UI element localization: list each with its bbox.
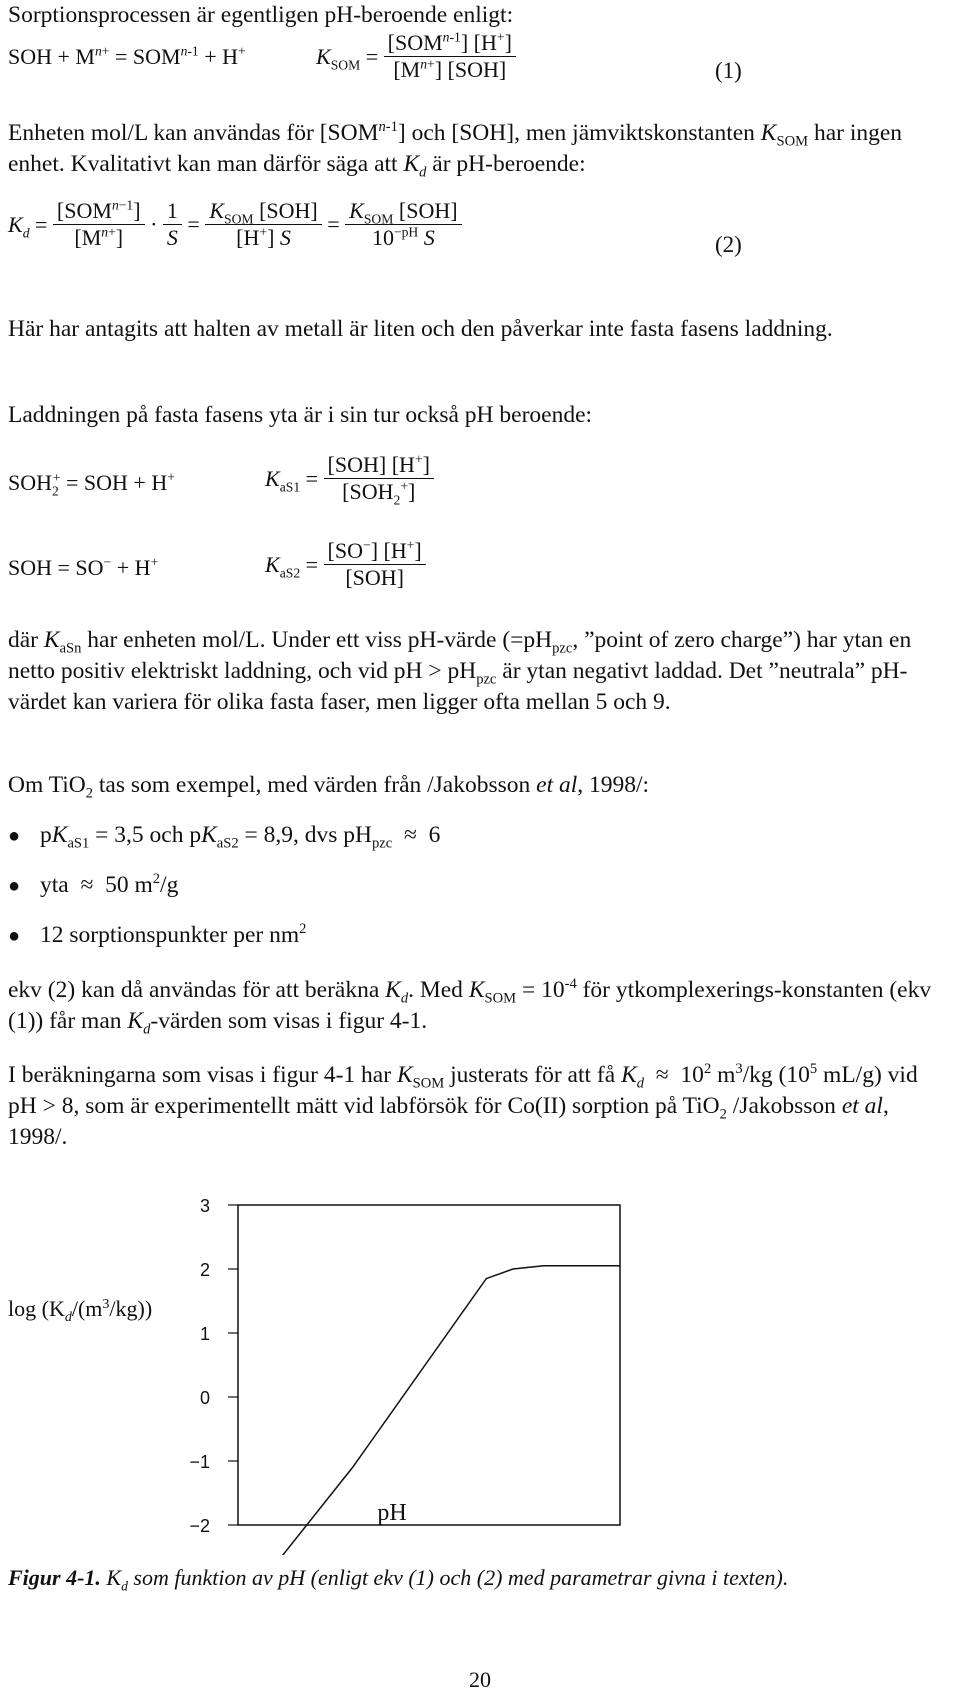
intro-text: Sorptionsprocessen är egentligen pH-beroende enligt: (8, 2, 514, 28)
equation-1-ksom: $K_{SOM}$ = $\frac{[SOM^{n-1}] [H^+]}{[M^{n+}] [SOH]}$ (316, 30, 516, 83)
paragraph-adjustment: I beräkningarna som visas i figur 4-1 har $K_{SOM}$ justerats för att få $K_d \approx 10^2$ $m^3/kg$ ($10^5$ mL/g) vid pH > 8, som är experimentellt mätt vid labförsök för Co(II) sorption på TiO$_2$ /Jakobsson et al, 1998/. (8, 1061, 918, 1150)
y-axis-label: $\log (K_d/(m^3/kg))$ (8, 1296, 153, 1325)
equation-1: SOH + $M^{n+} = SOM^{n-1} + H^+$ (8, 43, 246, 69)
equation-kas2: $K_{aS2}$ = $\frac{[SO^-] [H^+]}{\text{[SOH]}}$ (265, 538, 426, 591)
paragraph-assumption: Här har antagits att halten av metall är liten och den påverkar inte fasta fasens laddning. (8, 316, 833, 342)
equation-kas1-reaction: $SOH_2^+$ = SOH + H+ (8, 469, 175, 499)
kd-series-line (238, 1266, 620, 1555)
equation-kas1: $K_{aS1}$ = $\frac{[SOH] [H^+]}{[SOH_2^+]}$ (265, 452, 434, 505)
caption-text: $K_d$ som funktion av pH (enligt ekv (1) och (2) med parametrar givna i texten). (106, 1565, 789, 1594)
paragraph-ksom-value: ekv (2) kan då användas för att beräkna $K_d$. Med $K_{SOM} = 10^{-4}$ för ytkomplexerings-konstanten (ekv (1)) får man $K_d$-värden som visas i figur 4-1. (8, 976, 932, 1038)
bullet-sites: 12 sorptionspunkter per $nm^2$ (40, 921, 307, 948)
caption-label: Figur 4-1. (8, 1565, 101, 1590)
plot-frame (238, 1205, 620, 1525)
paragraph-surface-charge: Laddningen på fasta fasens yta är i sin tur också pH beroende: (8, 402, 593, 428)
equation-1-number: (1) (715, 58, 742, 83)
bullet-area: yta ≈ 50 $m^2/g$ (40, 871, 179, 898)
y-tick-label: −2 (189, 1516, 210, 1536)
y-tick-label: 2 (199, 1260, 210, 1280)
equation-kas2-reaction: SOH = SO− + H+ (8, 554, 159, 580)
y-tick-label: 1 (199, 1324, 210, 1344)
paragraph-pzc: där $K_{aSn}$ har enheten mol/L. Under ett viss pH-värde ($=pH_{pzc}$, ”point of zero charge”) har ytan en netto positiv elektriskt laddning, och vid pH > $pH_{pzc}$ är ytan negativt laddad. Det ”neutrala” pH-värdet kan variera för olika fasta faser, men ligger ofta mellan 5 och 9. (8, 627, 912, 715)
paragraph-ksom-unit: Enheten mol/L kan användas för [SOM$^{n-1}$] och [SOH], men jämviktskonstanten $K_{SOM}$ har ingen enhet. Kvalitativt kan man därför säga att $K_d$ är pH-beroende: (8, 119, 903, 181)
figure-caption (8, 1565, 789, 1594)
bullet-icon: ● (8, 925, 21, 947)
kd-vs-ph-chart (0, 1185, 960, 1555)
y-tick-label: 0 (199, 1388, 210, 1408)
bullet-icon: ● (8, 825, 21, 847)
paragraph-tio2-example: Om TiO$_2$ tas som exempel, med värden från /Jakobsson et al, 1998/: (8, 772, 650, 802)
y-tick-label: 3 (199, 1196, 210, 1216)
bullet-pka: $pK_{aS1} = 3,5$ och $pK_{aS2} = 8,9$, dvs $pH_{pzc} \approx 6$ (40, 822, 441, 852)
y-tick-label: −1 (189, 1452, 210, 1472)
x-axis-label: pH (377, 1500, 407, 1526)
equation-2-number: (2) (715, 232, 742, 257)
equation-2: $K_d$ = $\frac{[SOM^{n-1}]}{[M^{n+}]}$ · $\frac{1}{S}$ = $\frac{K_{SOM} [SOH]}{[H^+] S}$ = $\frac{K_{SOM} [SOH]}{10^{-pH} S}$ (8, 198, 462, 251)
bullet-icon: ● (8, 875, 21, 897)
page-number: 20 (469, 1667, 491, 1692)
